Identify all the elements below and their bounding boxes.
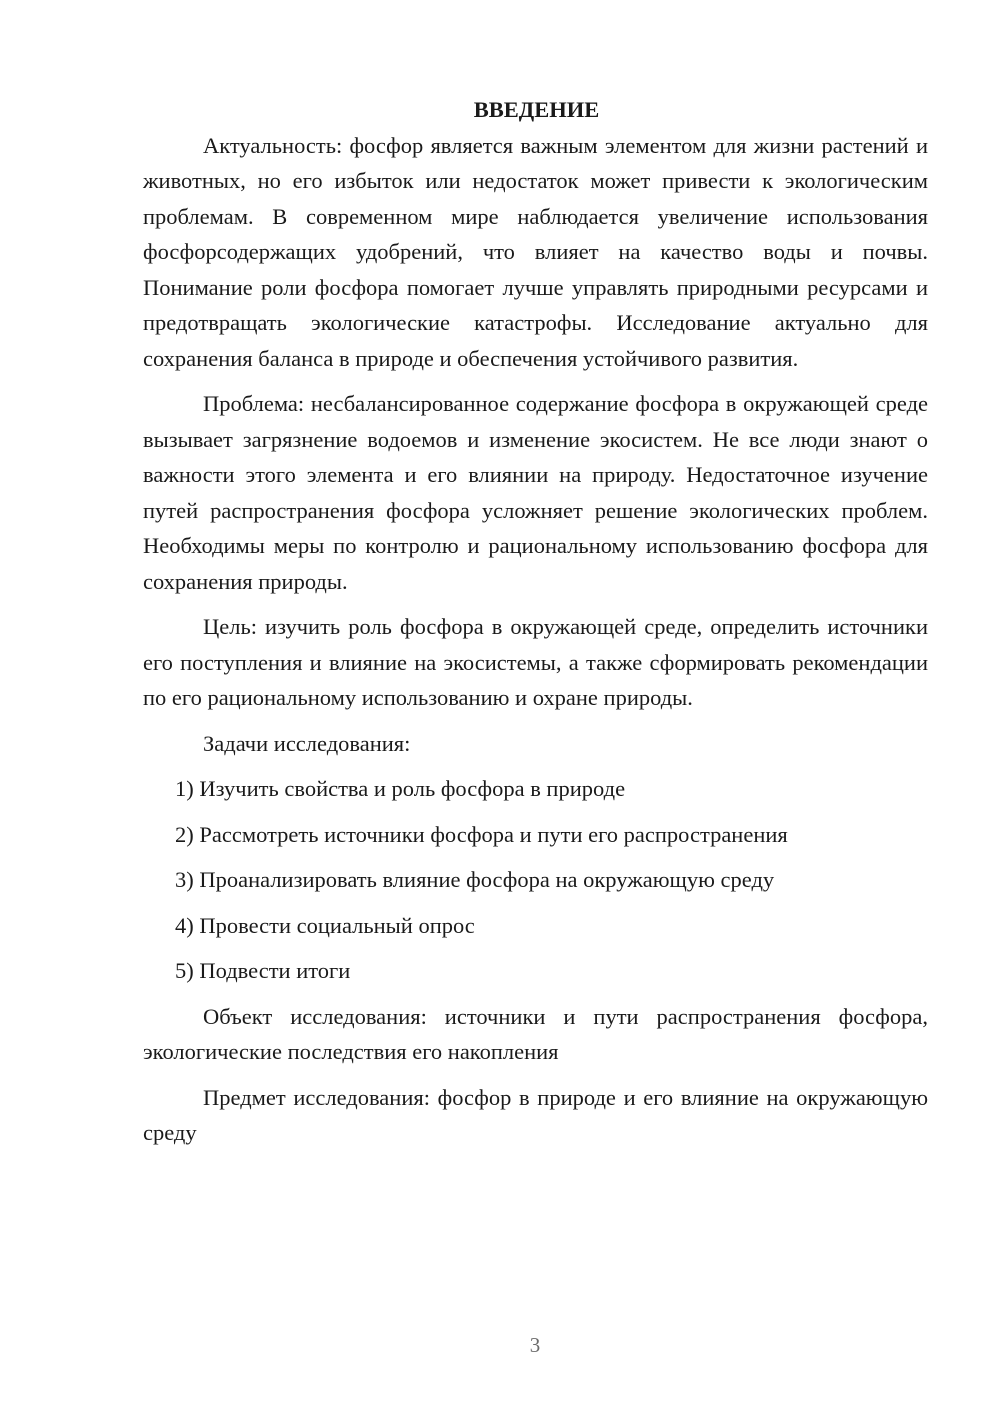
- relevance-paragraph: Актуальность: фосфор является важным элементом для жизни растений и животных, но его избыток или недостаток может привести к экологическим проблемам. В современном мире наблюдается увеличение использования фосфорсодержащих удобрений, что влияет на качество воды и почвы. Понимание роли фосфора помогает лучше управлять природными ресурсами и предотвращать экологические катастрофы. Исследование актуально для сохранения баланса в природе и обеспечения устойчивого развития.: [143, 132, 928, 371]
- document-page: [143, 92, 928, 1161]
- tasks-list: [143, 771, 928, 989]
- list-item: 3) Проанализировать влияние фосфора на окружающую среду: [175, 867, 775, 892]
- list-item: 2) Рассмотреть источники фосфора и пути его распространения: [175, 821, 788, 847]
- list-item: 1) Изучить свойства и роль фосфора в природе: [175, 776, 626, 801]
- object-paragraph: Объект исследования: источники и пути распространения фосфора, экологические последствия его накопления: [143, 1003, 928, 1064]
- page-number: 3: [529, 1333, 541, 1357]
- goal-paragraph: Цель: изучить роль фосфора в окружающей среде, определить источники его поступления и влияние на экосистемы, а также сформировать рекомендации по его рациональному использованию и охране природы.: [143, 614, 928, 710]
- subject-paragraph: Предмет исследования: фосфор в природе и его влияние на окружающую среду: [143, 1084, 928, 1145]
- problem-paragraph: Проблема: несбалансированное содержание фосфора в окружающей среде вызывает загрязнение водоемов и изменение экосистем. Не все люди знают о важности этого элемента и его влиянии на природу. Недостаточное изучение путей распространения фосфора усложняет решение экологических проблем. Необходимы меры по контролю и рациональному использованию фосфора для сохранения природы.: [143, 391, 928, 594]
- tasks-heading: Задачи исследования:: [203, 730, 411, 756]
- list-item: 5) Подвести итоги: [175, 958, 351, 983]
- page-title: ВВЕДЕНИЕ: [473, 97, 600, 122]
- list-item: 4) Провести социальный опрос: [175, 912, 475, 938]
